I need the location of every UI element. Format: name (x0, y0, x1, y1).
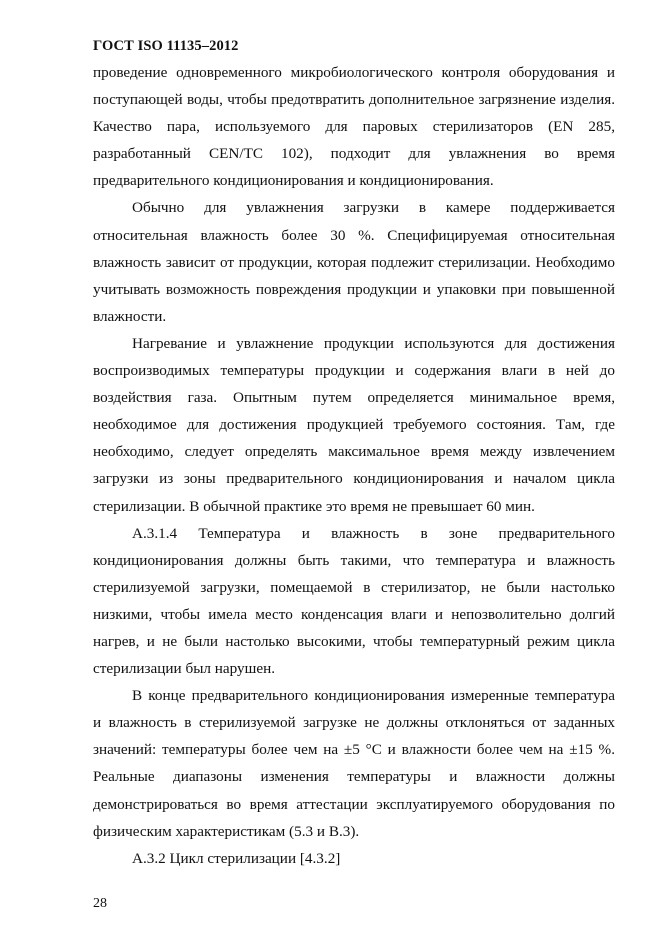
paragraph-humidity: Обычно для увлажнения загрузки в камере поддерживается относительная влажность более 30 %. Специфицируемая относительная влажность зависит от продукции, которая подлежит стерилизации. Необходимо учитывать возможность повреждения продукции и упаковки при повышенной влажности. (93, 199, 615, 325)
section-heading-a3-2: А.3.2 Цикл стерилизации [4.3.2] (132, 849, 341, 867)
document-header: ГОСТ ISO 11135–2012 (93, 38, 239, 54)
paragraph-heating: Нагревание и увлажнение продукции используются для достижения воспроизводимых температуры продукции и содержания влаги в ней до воздействия газа. Опытным путем определяется минимальное время, необходимое для достижения продукцией требуемого состояния. Там, где необходимо, следует определять максимальное время между извлечением загрузки из зоны предварительного кондиционирования и началом цикла стерилизации. В обычной практике это время не превышает 60 мин. (93, 334, 615, 515)
page-number: 28 (93, 896, 107, 911)
paragraph-continuation: проведение одновременного микробиологического контроля оборудования и поступающей воды, чтобы предотвратить дополнительное загрязнение изделия. Качество пара, используемого для паровых стерилизаторов (EN 285, разработанный CEN/TC 102), подходит для увлажнения во время предварительного кондиционирования и кондиционирования. (93, 64, 615, 190)
paragraph-end-conditioning: В конце предварительного кондиционирования измеренные температура и влажность в стерилизуемой загрузке не должны отклоняться от заданных значений: температуры более чем на ±5 °C и влажности более чем на ±15 %. Реальные диапазоны изменения температуры и влажности должны демонстрироваться во время аттестации эксплуатируемого оборудования по физическим характеристикам (5.3 и В.3). (93, 687, 615, 840)
paragraph-a3-1-4: А.3.1.4 Температура и влажность в зоне предварительного кондиционирования должны быть такими, что температура и влажность стерилизуемой загрузки, помещаемой в стерилизатор, не были настолько низкими, чтобы имела место конденсация влаги и непозволительно долгий нагрев, и не были настолько высокими, чтобы температурный режим цикла стерилизации был нарушен. (93, 524, 615, 678)
document-body (93, 59, 615, 872)
